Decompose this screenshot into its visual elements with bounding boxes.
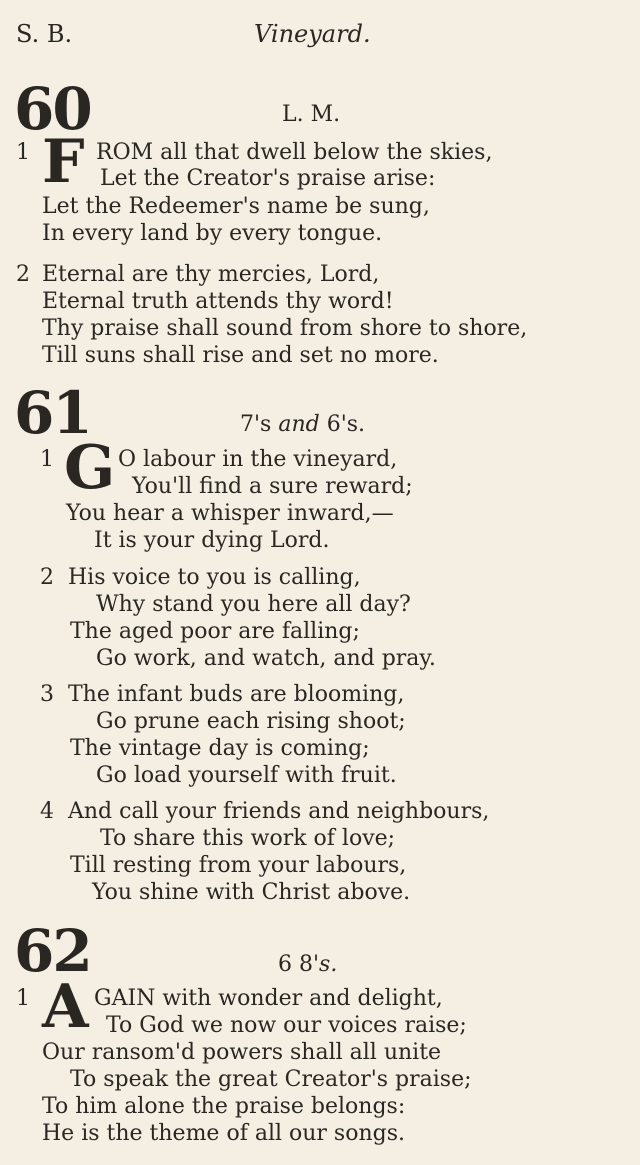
hymn-line: Eternal are thy mercies, Lord, (42, 262, 380, 287)
meter-part: 7's (240, 412, 272, 437)
verse-number: 1 (16, 986, 30, 1011)
verse-number: 2 (16, 262, 30, 287)
hymn-line: To share this work of love; (100, 826, 396, 851)
hymn-line: You shine with Christ above. (92, 880, 411, 905)
hymn-line: Let the Redeemer's name be sung, (42, 194, 430, 219)
hymn-line: The infant buds are blooming, (68, 682, 405, 707)
hymn-number: 60 (14, 75, 91, 143)
verse-number: 1 (16, 140, 30, 165)
hymn-line: You hear a whisper inward,— (66, 501, 394, 526)
verse-number: 2 (40, 565, 54, 590)
hymn-meter (278, 952, 337, 977)
verse-number: 4 (40, 799, 54, 824)
hymn-line: Eternal truth attends thy word! (42, 289, 394, 314)
hymn-line: The aged poor are falling; (70, 619, 360, 644)
hymn-line: GAIN with wonder and delight, (94, 986, 443, 1011)
hymn-line: Our ransom'd powers shall all unite (42, 1040, 442, 1065)
meter-part: 6's. (326, 412, 366, 437)
hymn-line: Go prune each rising shoot; (96, 709, 406, 734)
hymn-line: Thy praise shall sound from shore to shore, (42, 316, 528, 341)
verse-number: 1 (40, 447, 54, 472)
hymn-line: He is the theme of all our songs. (42, 1121, 405, 1146)
hymn-line: Go work, and watch, and pray. (96, 646, 436, 671)
hymn-meter (240, 412, 365, 437)
verse-number: 3 (40, 682, 54, 707)
hymn-line: It is your dying Lord. (94, 528, 330, 553)
hymn-line: And call your friends and neighbours, (68, 799, 490, 824)
hymn-meter: L. M. (282, 102, 341, 127)
hymn-line: Go load yourself with fruit. (96, 763, 397, 788)
hymn-number: 61 (14, 379, 91, 447)
running-head-left: S. B. (16, 20, 73, 48)
hymn-line: Why stand you here all day? (96, 592, 411, 617)
hymn-line: Till suns shall rise and set no more. (42, 343, 439, 368)
drop-cap: G (64, 433, 116, 503)
hymn-line: Let the Creator's praise arise: (100, 166, 436, 191)
hymn-line: To speak the great Creator's praise; (70, 1067, 472, 1092)
hymn-line: To him alone the praise belongs: (42, 1094, 406, 1119)
hymn-line: To God we now our voices raise; (106, 1013, 467, 1038)
hymn-line: His voice to you is calling, (68, 565, 361, 590)
hymn-number: 62 (14, 917, 91, 985)
hymn-line: You'll find a sure reward; (132, 474, 413, 499)
hymn-line: In every land by every tongue. (42, 221, 383, 246)
drop-cap: A (42, 972, 89, 1042)
meter-part: and (278, 412, 320, 437)
hymn-line: The vintage day is coming; (70, 736, 370, 761)
running-head-title: Vineyard. (254, 20, 371, 48)
drop-cap: F (42, 127, 85, 197)
meter-part: 6 8 (278, 952, 313, 977)
hymn-line: Till resting from your labours, (70, 853, 407, 878)
meter-part: 's. (313, 952, 338, 977)
hymn-line: ROM all that dwell below the skies, (96, 140, 493, 165)
hymn-line: O labour in the vineyard, (118, 447, 398, 472)
